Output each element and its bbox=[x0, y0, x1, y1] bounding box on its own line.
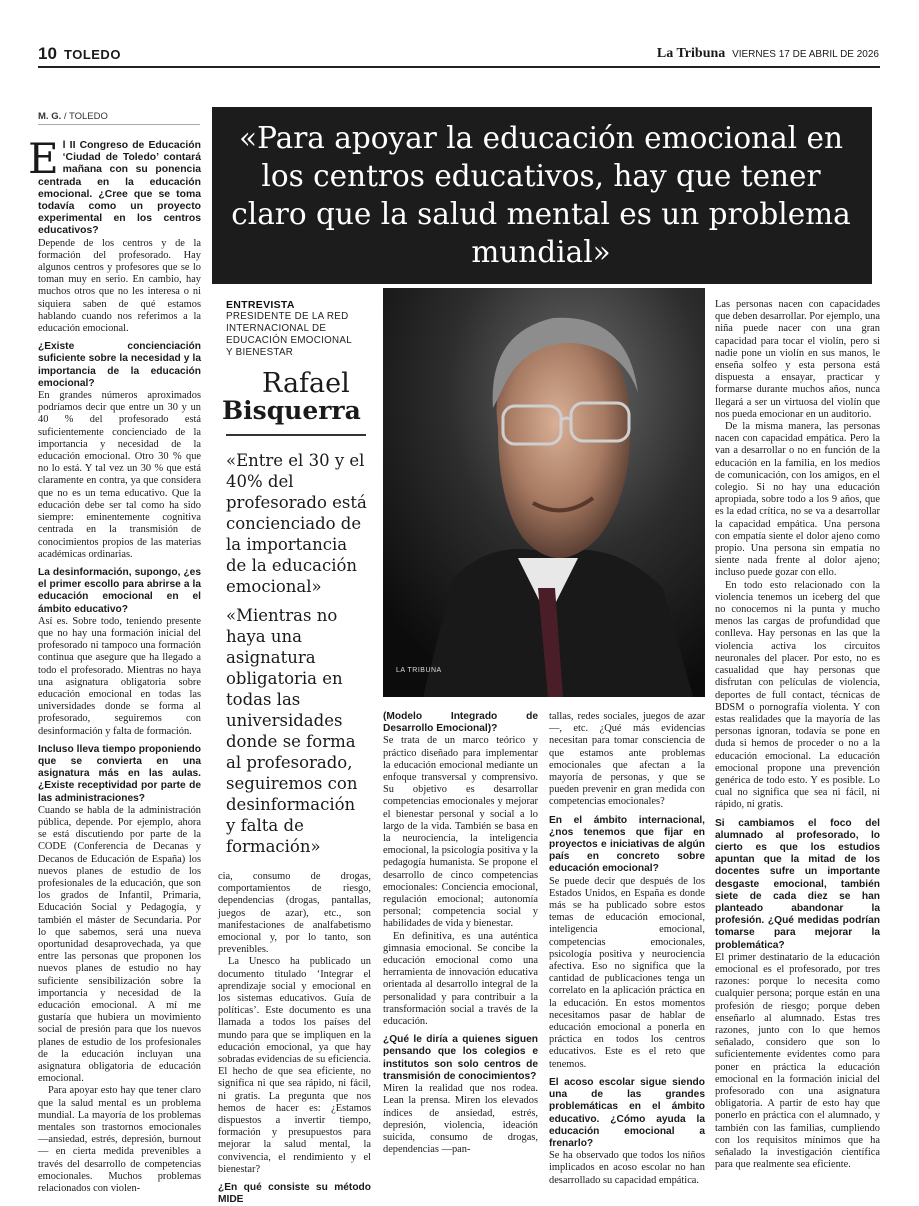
answer-paragraph: Las personas nacen con capacidades que deben desarrollar. Por ejemplo, una niña puede nacer con una gran capacidad para tocar el violín, pero si nadie pone un violín en sus manos, le enseña solfeo y esta persona está dispuesta a ensayar, practicar y formarse durante muchos años, nunca llegará a ser un virtuosa del violín que nos pueda emocionar en un auditorio. bbox=[715, 299, 880, 420]
header-rule bbox=[38, 66, 880, 68]
pull-quote: «Mientras no haya una asignatura obligatoria en todas las universidades donde se forma al profesorado, seguiremos con desinformación y falta de formación» bbox=[226, 606, 358, 856]
question: En el ámbito internacional, ¿nos tenemos que fijar en proyectos e iniciativas de algún país en concreto sobre educación emocional? bbox=[549, 814, 705, 875]
byline bbox=[38, 111, 108, 122]
masthead bbox=[657, 46, 879, 62]
interviewee-last-name: Bisquerra bbox=[222, 396, 361, 425]
byline-location: / TOLEDO bbox=[63, 111, 108, 122]
lead-question: l II Congreso de Educación ‘Ciudad de Toledo’ contará mañana con su ponencia centrada en la educación emocional. ¿Cree que se toma todavía como un proyecto experimental en los centros educativos? bbox=[38, 140, 201, 237]
byline-rule bbox=[38, 124, 200, 125]
answer-paragraph: Para apoyar esto hay que tener claro que la salud mental es un problema mundial. La mayoría de los problemas mentales son trastornos emocionales —ansiedad, estrés, depresión, burnout— en cierta medida prevenibles a través del desarrollo de competencias emocionales. Muchos problemas relacionados con violen- bbox=[38, 1085, 201, 1195]
issue-date: VIERNES 17 DE ABRIL DE 2026 bbox=[732, 49, 879, 60]
question: ¿Existe concienciación suficiente sobre la necesidad y la importancia de la educación emocional? bbox=[38, 341, 201, 389]
question: Si cambiamos el foco del alumnado al profesorado, lo cierto es que los estudios apuntan que la mitad de los docentes sufre un importante desgaste emocional, también siete de cada diez se han planteado abandonar la profesión. ¿Qué medidas podrían tomarse para mejorar la problemática? bbox=[715, 817, 880, 951]
answer-paragraph: En definitiva, es una auténtica gimnasia emocional. Se concibe la educación emocional como una herramienta de innovación educativa orientada al desarrollo integral de la personalidad y para contribuir a la transformación social a través de la educación. bbox=[383, 930, 538, 1028]
question: El acoso escolar sigue siendo una de las grandes problemáticas en el ámbito educativo. ¿Cómo ayuda la educación emocional a frenarlo? bbox=[549, 1076, 705, 1149]
publication-name: La Tribuna bbox=[656, 46, 726, 61]
answer-paragraph: El primer destinatario de la educación emocional es el profesorado, por tres razones: porque lo necesita como cualquier persona; porque están en una profesión de riesgo; porque deben enseñarlo al alumnado. Estas tres razones, junto con lo que hemos señalado, considero que son lo suficientemente evidentes como para poner en práctica la educación emocional en la formación inicial del profesorado con una asignatura obligatoria. A partir de esto hay que ponerlo en práctica con el alumnado, y también con las familias, cumpliendo con los requisitos mínimos que ha señalado la investigación científica para que realmente sea eficiente. bbox=[715, 951, 880, 1171]
photo-credit: LA TRIBUNA bbox=[396, 667, 442, 674]
question: ¿En qué consiste su método MIDE bbox=[218, 1182, 371, 1206]
drop-cap: E bbox=[28, 134, 59, 183]
answer-paragraph: Cuando se habla de la administración pública, depende. Por ejemplo, ahora se está discutiendo por parte de la CODE (Conferencia de Decanas y Decanos de Educación de España) los nuevos planes de estudio de los profesionales de la educación, que son los grados de Infantil, Primaria, Educación Social y Pedagogía, y también el máster de Secundaria. Por lo que sabemos, será una nueva oportunidad desaprovechada, ya que entre las personas que proponen los nuevos planes de estudio no hay suficiente sensibilización sobre la importancia y necesidad de la educación emocional. A mí me gustaría que hubiera un movimiento social de presión para que los nuevos planes de estudio de los profesionales de la educación incluyan una asignatura obligatoria de educación emocional. bbox=[38, 804, 201, 1085]
byline-author: M. G. bbox=[38, 111, 62, 122]
question: (Modelo Integrado de Desarrollo Emocional)? bbox=[383, 711, 538, 735]
answer-paragraph: La Unesco ha publicado un documento titulado ‘Integrar el aprendizaje social y emocional en los sistemas educativos. Guía de políticas’. Este documento es una llamada a todos los países del mundo para que se impliquen en la educación emocional, ya que hay sobradas evidencias de su eficiencia. El hecho de que sea eficiente, no significa ni que sea rápido, ni fácil, ni gratis. La pregunta que nos hemos de hacer es: ¿Estamos dispuestos a invertir tiempo, formación y presupuestos para mejorar la salud mental, la convivencia, el rendimiento y el bienestar? bbox=[218, 956, 371, 1175]
question: ¿Qué le diría a quienes siguen pensando que los colegios e institutos son solo centros de transmisión de conocimientos? bbox=[383, 1034, 538, 1082]
article-column-2 bbox=[218, 871, 371, 1206]
interviewee-photo bbox=[383, 288, 705, 697]
article-column-3 bbox=[383, 711, 538, 1156]
answer-paragraph: Miren la realidad que nos rodea. Lean la prensa. Miren los elevados índices de ansiedad, estrés, depresión, violencia, ideación suicida, consumo de drogas, dependencias —pan- bbox=[383, 1083, 538, 1156]
headline: «Para apoyar la educación emocional en los centros educativos, hay que tener claro que la salud mental es un problema mundial» bbox=[231, 121, 851, 269]
article-column-4 bbox=[549, 711, 705, 1187]
section-name: TOLEDO bbox=[64, 47, 121, 62]
sidebar-rule bbox=[226, 434, 366, 436]
answer-paragraph: Se puede decir que después de los Estados Unidos, en España es donde más se ha publicado sobre estos temas de educación emocional, inteligencia emocional, competencias emocionales, psicología positiva y neurociencia afectiva. Eso no significa que la cantidad de publicaciones tenga un correlato en la aplicación práctica en la educación. En estos momentos necesitamos pasar de hablar de educación emocional a ponerla en práctica en todos los centros educativos. Este es el reto que tenemos. bbox=[549, 875, 705, 1070]
answer-paragraph: De la misma manera, las personas nacen con capacidad empática. Pero la van a desarrollar o no en función de la educación en la familia, en los medios de comunicación, con los amigos, en el colegio. Si no hay una educación apropiada, sobre todo a los 9 años, que es la edad crítica, no se va a desarrollar la capacidad empática. Una persona con empatía siente el dolor ajeno como propio. Una persona sin empatía no siente nada frente al dolor ajeno; incluso puede gozar con ello. bbox=[715, 421, 880, 579]
answer-paragraph: Se trata de un marco teórico y práctico diseñado para implementar la educación emocional mediante un enfoque transversal y comprensivo. Su objetivo es desarrollar competencias emocionales y mejorar el bienestar personal y social a lo largo de la vida. También se basa en la neurociencia, la inteligencia emocional, la psicología positiva y la pedagogía humanista. Se propone el desarrollo de cinco competencias emocionales: Conciencia emocional, regulación emocional; autonomía personal; competencia social y habilidades de vida y bienestar. bbox=[383, 735, 538, 930]
sidebar-label: ENTREVISTA bbox=[226, 299, 295, 311]
page-number: 10 bbox=[38, 44, 57, 63]
sidebar-role: PRESIDENTE DE LA RED INTERNACIONAL DE EDUCACIÓN EMOCIONAL Y BIENESTAR bbox=[226, 311, 352, 358]
question: La desinformación, supongo, ¿es el primer escollo para abrirse a la educación emocional en el ámbito educativo? bbox=[38, 566, 201, 615]
answer-paragraph: En todo esto relacionado con la violencia tenemos un iceberg del que no conocemos ni la punta y mucho menos las cargas de profundidad que conlleva. Hay personas en las que la violencia activa los circuitos neuronales del placer. Por esto, no es casualidad que hay personas que disfrutan con películas de violencia, deportes de full contact, técnicas de BDSM o pornografía violenta. Y con estas realidades que la mayoría de las personas ignoran, todavía se pone en duda si hemos de proceder o no a la educación emocional. La educación emocional propone una prevención genérica de todo esto. Y es posible. Lo cual no significa que sea ni fácil, ni rápido, ni gratis. bbox=[715, 579, 880, 811]
interviewee-first-name: Rafael bbox=[262, 368, 350, 399]
pull-quote: «Entre el 30 y el 40% del profesorado está concienciado de la importancia de la educación emocional» bbox=[226, 451, 367, 596]
answer-paragraph: cia, consumo de drogas, comportamientos de riesgo, dependencias (drogas, pantallas, juegos de azar), etc., son manifestaciones de analfabetismo emocional y, por lo tanto, son prevenibles. bbox=[218, 871, 371, 956]
answer-paragraph: Depende de los centros y de la formación del profesorado. Hay algunos centros y profesores que se lo toman muy en serio. En cambio, hay muchos otros que no les interesa o ni siquiera saben de qué estamos hablando cuando nos referimos a la educación emocional. bbox=[38, 237, 201, 335]
lead-paragraph bbox=[28, 134, 201, 238]
answer-paragraph: Se ha observado que todos los niños implicados en acoso escolar no han desarrollado su capacidad empática. bbox=[549, 1150, 705, 1186]
article-column-1 bbox=[28, 134, 201, 1195]
answer-paragraph: Así es. Sobre todo, teniendo presente que no hay una formación inicial del profesorado ni tampoco una formación continua que asegure que ha llegado a todo el profesorado. Mientras no haya una asignatura obligatoria sobre educación emocional en todas las universidades donde se forma al profesorado, seguiremos con desinformación y falta de formación. bbox=[38, 615, 201, 737]
question: Incluso lleva tiempo proponiendo que se convierta en una asignatura más en las aulas. ¿Existe receptividad por parte de las administraciones? bbox=[38, 743, 201, 804]
headline-band bbox=[212, 107, 872, 284]
answer-paragraph: En grandes números aproximados podríamos decir que entre un 30 y un 40 % del profesorado está suficientemente concienciado de la importancia y necesidad de la educación emocional. Otro 30 % que no lo está. Y tal vez un 30 % que está claramente en contra, ya que considera que no es un tema educativo. Que la educación debe ser tal como ha sido siempre: eminentemente cognitiva centrada en la transmisión de conocimientos propios de las materias académicas ordinarias. bbox=[38, 390, 201, 560]
answer-paragraph: tallas, redes sociales, juegos de azar—, etc. ¿Qué más evidencias necesitan para tomar consciencia de que estamos ante problemas emocionales que afectan a la mayoría de personas, y que se pueden prevenir en gran medida con competencias emocionales? bbox=[549, 711, 705, 808]
article-column-5 bbox=[715, 299, 880, 1171]
portrait-illustration bbox=[383, 288, 705, 697]
